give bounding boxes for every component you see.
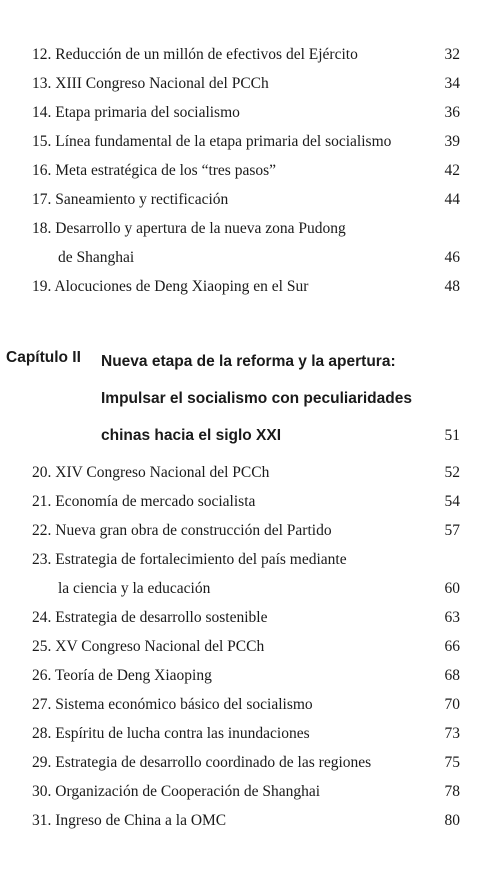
toc-entry-page-number: 60 [444,580,460,597]
toc-entry-page-number: 48 [444,278,460,295]
toc-entry-number: 31. [32,812,52,829]
toc-entry-page-number: 68 [444,667,460,684]
toc-entry[interactable] [32,156,460,185]
toc-entry-title [32,603,267,632]
toc-entry-title-continuation: de Shanghai [58,249,135,266]
toc-entry[interactable] [32,777,460,806]
toc-entry-page-number: 44 [444,191,460,208]
toc-entry-title [32,127,391,156]
toc-entry[interactable] [32,545,460,603]
toc-entry-number: 20. [32,464,52,481]
toc-entry-title [32,156,276,185]
toc-entry[interactable] [32,98,460,127]
toc-entry-number: 12. [32,46,52,63]
chapter-label: Capítulo II [6,349,81,366]
toc-entry-title [32,516,332,545]
toc-entry-number: 19. [32,278,52,295]
toc-entry-title [32,777,320,806]
toc-entry-number: 29. [32,754,52,771]
toc-entry-title [32,69,269,98]
toc-entry-title [32,458,269,487]
toc-entry-page-number: 54 [444,493,460,510]
chapter-title-line: Impulsar el socialismo con peculiaridades [101,390,412,407]
toc-entry[interactable] [32,69,460,98]
toc-entry-title-line: Etapa primaria del socialismo [55,104,240,121]
toc-entry[interactable] [32,661,460,690]
toc-entry[interactable] [32,632,460,661]
toc-entry-title-line: Teoría de Deng Xiaoping [54,667,212,684]
toc-entry-title [32,40,358,69]
toc-entry-title [32,545,347,603]
toc-list-chapter-ii [32,458,460,835]
toc-entry-title [32,214,346,272]
chapter-heading [6,343,460,443]
toc-entry-title-line: Estrategia de desarrollo coordinado de las regiones [55,754,372,771]
toc-entry-page-number: 34 [444,75,460,92]
toc-entry-number: 15. [32,133,52,150]
toc-entry[interactable] [32,603,460,632]
toc-entry-number: 18. [32,220,52,237]
toc-entry-number: 26. [32,667,52,684]
toc-entry-title-line: Nueva gran obra de construcción del Partido [55,522,332,539]
toc-entry[interactable] [32,690,460,719]
chapter-page-number: 51 [444,427,460,444]
toc-entry-page-number: 75 [444,754,460,771]
toc-entry[interactable] [32,214,460,272]
toc-entry[interactable] [32,458,460,487]
toc-entry-number: 14. [32,104,52,121]
toc-entry-number: 21. [32,493,52,510]
toc-entry-number: 13. [32,75,52,92]
toc-entry-title-line: Estrategia de fortalecimiento del país mediante [55,551,347,568]
toc-entry-page-number: 66 [444,638,460,655]
toc-entry-page-number: 46 [444,249,460,266]
toc-entry-title-line: XIII Congreso Nacional del PCCh [55,75,269,92]
toc-entry-page-number: 80 [444,812,460,829]
toc-entry[interactable] [32,748,460,777]
toc-entry[interactable] [32,719,460,748]
chapter-title-line: chinas hacia el siglo XXI [101,427,282,444]
chapter-title-line: Nueva etapa de la reforma y la apertura: [101,353,396,370]
toc-entry-title-line: XV Congreso Nacional del PCCh [55,638,265,655]
toc-entry[interactable] [32,487,460,516]
toc-entry-title-line: Organización de Cooperación de Shanghai [55,783,321,800]
toc-entry-page-number: 42 [444,162,460,179]
toc-entry[interactable] [32,127,460,156]
toc-entry-title-line: Meta estratégica de los “tres pasos” [55,162,277,179]
toc-entry-title [32,748,371,777]
toc-entry-page-number: 70 [444,696,460,713]
toc-entry-title-line: Saneamiento y rectificación [55,191,229,208]
toc-entry-page-number: 78 [444,783,460,800]
toc-entry-title [32,690,313,719]
toc-entry-number: 23. [32,551,52,568]
toc-entry-title-line: Economía de mercado socialista [55,493,256,510]
toc-entry-title [32,719,310,748]
toc-entry-title-line: Reducción de un millón de efectivos del Ejército [55,46,358,63]
toc-entry-page-number: 57 [444,522,460,539]
toc-entry-title-line: Ingreso de China a la OMC [55,812,227,829]
toc-entry-title-line: Sistema económico básico del socialismo [55,696,313,713]
toc-entry-number: 27. [32,696,52,713]
toc-entry-title [32,806,226,835]
toc-entry-number: 24. [32,609,52,626]
toc-entry-title [32,487,255,516]
toc-entry-page-number: 39 [444,133,460,150]
toc-entry-title-line: Espíritu de lucha contra las inundaciones [55,725,310,742]
toc-entry-number: 22. [32,522,52,539]
toc-entry-title-line: Alocuciones de Deng Xiaoping en el Sur [54,278,309,295]
toc-entry-number: 30. [32,783,52,800]
chapter-title [101,343,431,454]
toc-entry-page-number: 36 [444,104,460,121]
toc-entry-page-number: 63 [444,609,460,626]
toc-entry[interactable] [32,185,460,214]
toc-entry-page-number: 73 [444,725,460,742]
toc-entry-page-number: 32 [444,46,460,63]
toc-entry-number: 28. [32,725,52,742]
toc-entry[interactable] [32,272,460,301]
toc-entry-title [32,185,228,214]
toc-entry-title [32,272,308,301]
toc-entry-title-continuation: la ciencia y la educación [58,580,211,597]
toc-entry-page-number: 52 [444,464,460,481]
toc-entry-number: 17. [32,191,52,208]
toc-entry-title [32,632,264,661]
toc-entry[interactable] [32,806,460,835]
toc-entry-number: 16. [32,162,52,179]
toc-entry-title-line: Línea fundamental de la etapa primaria del socialismo [55,133,392,150]
toc-entry-title-line: Desarrollo y apertura de la nueva zona Pudong [55,220,346,237]
toc-entry-title-line: Estrategia de desarrollo sostenible [55,609,268,626]
toc-entry-title [32,661,212,690]
toc-entry-number: 25. [32,638,52,655]
toc-entry-title-line: XIV Congreso Nacional del PCCh [55,464,270,481]
toc-entry[interactable] [32,40,460,69]
toc-entry-title [32,98,240,127]
toc-list-before-chapter [32,40,460,301]
toc-entry[interactable] [32,516,460,545]
